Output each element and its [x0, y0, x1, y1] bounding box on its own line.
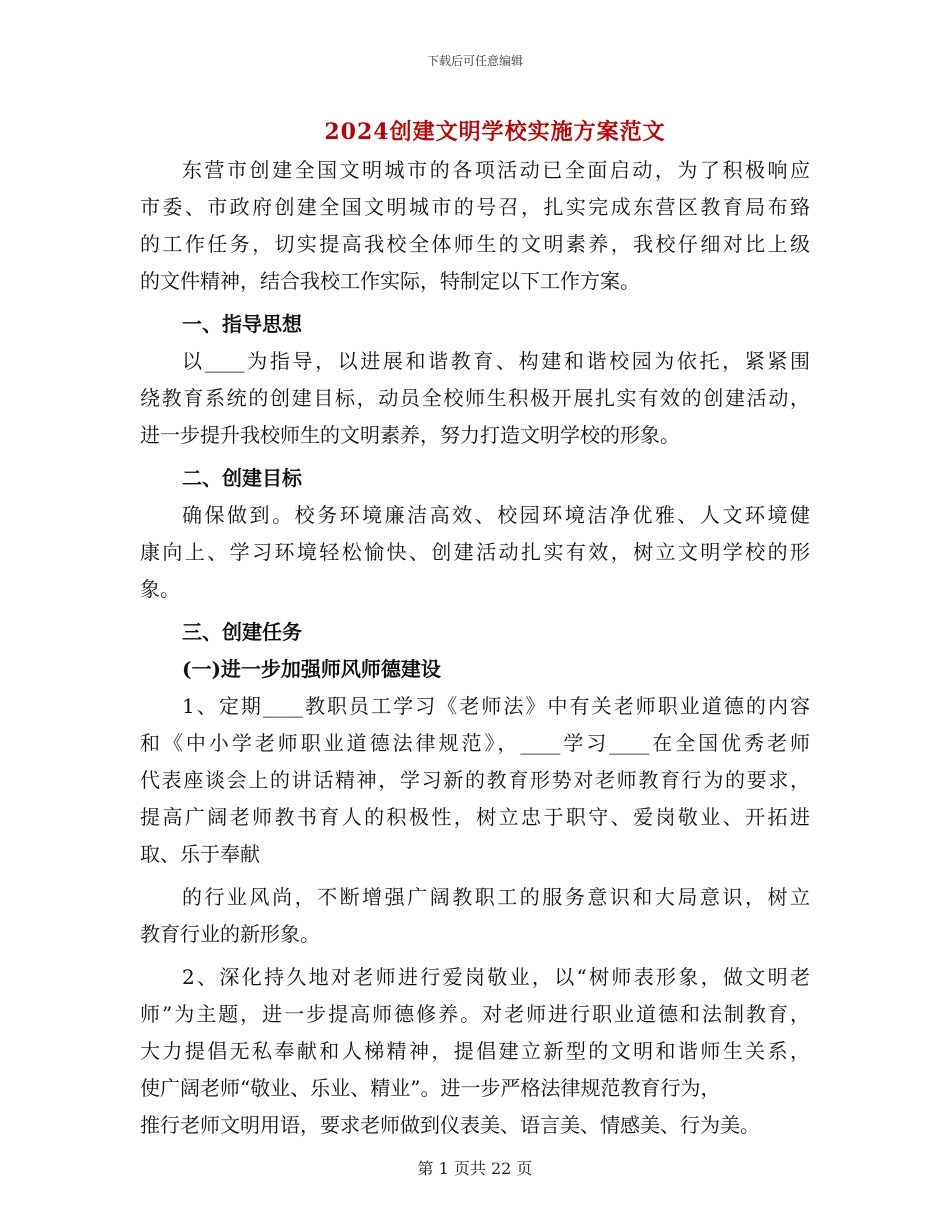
paragraph-line: 推行老师文明用语，要求老师做到仪表美、语言美、情感美、行为美。 — [140, 1113, 760, 1137]
paragraph-line: 的工作任务，切实提高我校全体师生的文明素养，我校仔细对比上级 — [140, 232, 810, 256]
document-body — [140, 152, 810, 1144]
paragraph-line: 象。 — [140, 577, 180, 601]
paragraph-line: 的文件精神，结合我校工作实际，特制定以下工作方案。 — [140, 269, 640, 293]
paragraph-line: 取、乐于奉献 — [140, 842, 260, 866]
paragraph-line: 教育行业的新形象。 — [140, 922, 320, 946]
page-footer: 第 1 页共 22 页 — [417, 1159, 533, 1178]
paragraph-line: 的行业风尚，不断增强广阔教职工的服务意识和大局意识，树立 — [182, 885, 810, 909]
paragraph-line: 使广阔老师“敬业、乐业、精业”。进一步严格法律规范教育行为， — [140, 1076, 721, 1100]
subsection-heading: (一)进一步加强师风师德建设 — [182, 657, 441, 681]
paragraph-line: 东营市创建全国文明城市的各项活动已全面启动，为了积极响应 — [182, 158, 810, 182]
paragraph-line: 2、深化持久地对老师进行爱岗敬业，以“树师表形象，做文明老 — [182, 965, 810, 989]
paragraph-line: 提高广阔老师教书育人的积极性，树立忠于职守、爱岗敬业、开拓进 — [140, 805, 810, 829]
section-heading: 三、创建任务 — [182, 620, 302, 644]
page-header: 下载后可任意编辑 — [426, 54, 523, 68]
paragraph-line: 1、定期____教职员工学习《老师法》中有关老师职业道德的内容 — [182, 694, 810, 718]
paragraph-line: 和《中小学老师职业道德法律规范》，____学习____在全国优秀老师 — [140, 731, 810, 755]
section-heading: 一、指导思想 — [182, 312, 302, 336]
paragraph-line: 进一步提升我校师生的文明素养，努力打造文明学校的形象。 — [140, 423, 680, 447]
section-heading: 二、创建目标 — [182, 466, 302, 490]
paragraph-line: 康向上、学习环境轻松愉快、创建活动扎实有效，树立文明学校的形 — [140, 540, 810, 564]
paragraph-line: 确保做到。校务环境廉洁高效、校园环境洁净优雅、人文环境健 — [182, 503, 810, 527]
paragraph-line: 绕教育系统的创建目标，动员全校师生积极开展扎实有效的创建活动， — [140, 386, 810, 410]
document-title: 2024创建文明学校实施方案范文 — [324, 119, 666, 145]
paragraph-line: 代表座谈会上的讲话精神，学习新的教育形势对老师教育行为的要求， — [140, 768, 810, 792]
paragraph-line: 市委、市政府创建全国文明城市的号召，扎实完成东营区教育局布臵 — [140, 195, 810, 219]
paragraph-line: 以____为指导，以进展和谐教育、构建和谐校园为依托，紧紧围 — [182, 349, 810, 373]
paragraph-line: 大力提倡无私奉献和人梯精神，提倡建立新型的文明和谐师生关系， — [140, 1039, 810, 1063]
paragraph-line: 师”为主题，进一步提高师德修养。对老师进行职业道德和法制教育， — [140, 1002, 810, 1026]
